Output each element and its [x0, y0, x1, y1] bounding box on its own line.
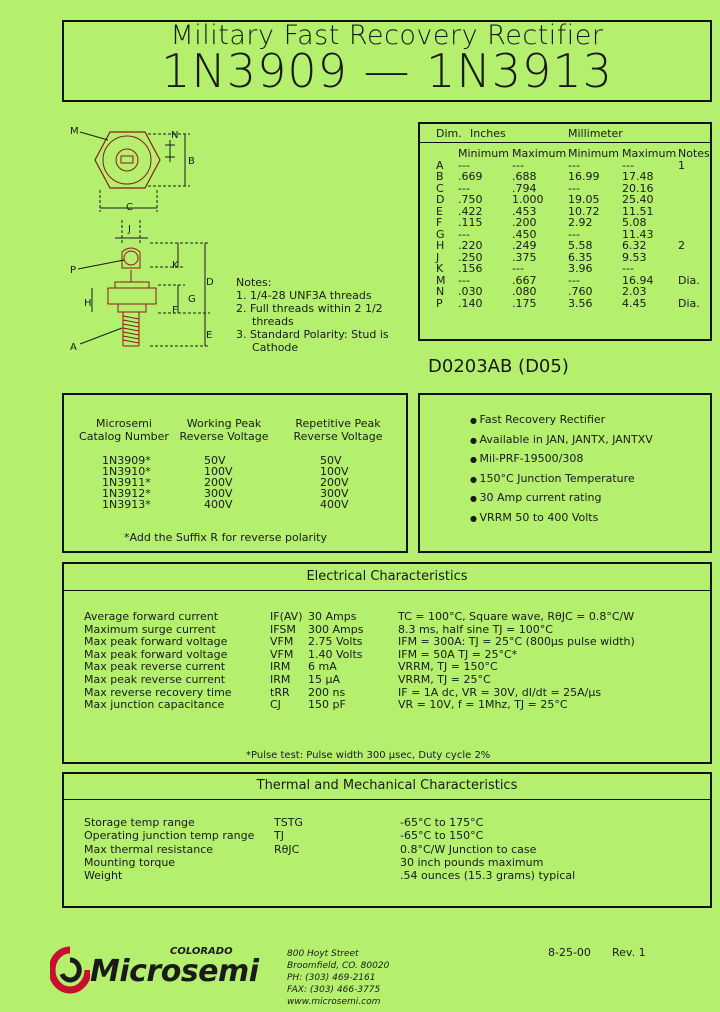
- thermal-value: 30 inch pounds maximum: [400, 855, 544, 869]
- dim-value: Dia.: [678, 273, 700, 287]
- dim-row: [424, 240, 710, 252]
- catalog-header: Microsemi: [96, 417, 152, 430]
- param-condition: IF = 1A dc, VR = 30V, dI/dt = 25A/μs: [398, 685, 602, 699]
- catalog-part: 1N3909*: [102, 454, 151, 467]
- notes-heading: Notes:: [236, 276, 272, 289]
- revision-date: 8-25-00: [548, 946, 591, 959]
- label-p: P: [70, 265, 77, 276]
- param-value: 150 pF: [308, 698, 346, 712]
- catalog-header: Working Peak: [186, 417, 262, 430]
- thermal-title: Thermal and Mechanical Characteristics: [256, 778, 518, 793]
- catalog-voltage: 50V: [320, 454, 342, 467]
- feature-item: [470, 489, 653, 509]
- dim-row: [424, 298, 710, 310]
- address-line: FAX: (303) 466-3775: [287, 985, 381, 995]
- label-c: C: [126, 202, 133, 213]
- dim-value: ---: [568, 227, 580, 241]
- dim-header-inches: Inches: [470, 127, 506, 140]
- feature-item: [470, 411, 653, 431]
- package-drawing: [60, 120, 230, 360]
- dim-value: .794: [512, 181, 537, 195]
- thermal-value: 0.8°C/W Junction to case: [400, 842, 537, 856]
- page-title: Military Fast Recovery Rectifier: [170, 20, 604, 51]
- bullet-icon: ●: [470, 494, 480, 503]
- param-value: 1.40 Volts: [308, 647, 363, 661]
- catalog-part: 1N3910*: [102, 465, 151, 478]
- catalog-voltage: 200V: [320, 476, 349, 489]
- dim-value: 11.43: [622, 227, 654, 241]
- catalog-voltage: 100V: [204, 465, 233, 478]
- feature-item: [470, 470, 653, 490]
- dim-value: 10.72: [568, 204, 600, 218]
- features-box: [418, 393, 712, 553]
- address-line: Broomfield, CO. 80020: [287, 961, 390, 971]
- param-symbol: VFM: [270, 647, 294, 661]
- dim-letter: M: [436, 273, 446, 287]
- dim-letter: G: [436, 227, 445, 241]
- note-text: Full threads within 2 1/2: [250, 302, 383, 315]
- thermal-param: Storage temp range: [84, 816, 195, 829]
- feature-text: VRRM 50 to 400 Volts: [479, 510, 599, 524]
- dim-value: [678, 194, 710, 206]
- dim-header-mm: Millimeter: [568, 127, 623, 140]
- dim-value: 4.45: [622, 296, 647, 310]
- param-name: Max peak reverse current: [84, 673, 226, 686]
- dim-sub: Minimum: [458, 147, 509, 160]
- dim-value: ---: [458, 181, 470, 195]
- param-name: Max peak forward voltage: [84, 647, 228, 661]
- dim-letter: A: [436, 158, 444, 172]
- dim-value: .667: [512, 273, 537, 287]
- param-condition: VR = 10V, f = 1Mhz, TJ = 25°C: [398, 698, 568, 712]
- dim-value: .249: [512, 239, 537, 252]
- dim-value: 2: [678, 239, 685, 252]
- thermal-param: Weight: [84, 869, 123, 883]
- dim-value: [678, 217, 710, 229]
- dim-value: ---: [622, 262, 634, 275]
- dim-value: 17.48: [622, 170, 654, 183]
- dim-value: [678, 171, 710, 183]
- dim-value: ---: [512, 158, 524, 172]
- note-num: 1.: [236, 289, 247, 302]
- dim-value: ---: [568, 158, 580, 172]
- dim-subheader: [424, 148, 710, 160]
- note-text: Standard Polarity: Stud is: [250, 328, 389, 341]
- dim-row: [424, 171, 710, 183]
- param-value: 300 Amps: [308, 622, 364, 636]
- microsemi-logo-text: Microsemi: [90, 954, 259, 989]
- dim-value: .175: [512, 296, 537, 310]
- dim-value: .115: [458, 216, 483, 229]
- dim-value: .156: [458, 262, 483, 275]
- catalog-voltage: 300V: [320, 487, 349, 500]
- label-a: A: [70, 342, 77, 353]
- dim-value: .750: [458, 193, 483, 206]
- dim-value: 5.08: [622, 216, 647, 229]
- dim-value: ---: [458, 227, 470, 241]
- param-condition: TC = 100°C, Square wave, RθJC = 0.8°C/W: [398, 610, 635, 623]
- catalog-voltage: 400V: [320, 498, 349, 511]
- bullet-icon: ●: [470, 416, 480, 425]
- dim-value: 5.58: [568, 239, 593, 252]
- dim-value: 11.51: [622, 204, 654, 218]
- label-b: B: [188, 156, 195, 167]
- dim-row: [424, 286, 710, 298]
- dim-value: .450: [512, 227, 537, 241]
- dim-row: [424, 263, 710, 275]
- dim-value: .250: [458, 250, 483, 264]
- title-box: [62, 20, 712, 102]
- dim-letter: C: [436, 181, 444, 195]
- dim-value: .669: [458, 170, 483, 183]
- label-h: H: [84, 298, 92, 309]
- dim-value: 16.94: [622, 273, 654, 287]
- thermal-param: Mounting torque: [84, 855, 176, 869]
- param-value: 200 ns: [308, 685, 346, 699]
- thermal-value: .54 ounces (15.3 grams) typical: [400, 869, 576, 883]
- note-num: 2.: [236, 302, 247, 315]
- param-value: 2.75 Volts: [308, 635, 363, 649]
- catalog-voltage: 50V: [204, 454, 226, 467]
- colorado-label: COLORADO: [170, 946, 233, 957]
- dim-sub: Minimum: [568, 147, 619, 160]
- note-text-cont: Cathode: [252, 341, 299, 354]
- dim-value: 19.05: [568, 193, 600, 206]
- dim-value: 1: [678, 158, 685, 172]
- dim-value: ---: [458, 273, 470, 287]
- dim-value: [678, 263, 710, 275]
- catalog-voltage: 300V: [204, 487, 233, 500]
- catalog-voltage: 400V: [204, 498, 233, 511]
- dim-letter: P: [436, 296, 443, 310]
- dim-sub: Notes: [678, 147, 710, 160]
- company-address: [287, 948, 389, 1008]
- param-condition: VRRM, TJ = 150°C: [398, 660, 498, 674]
- dimension-table-box: [418, 122, 712, 341]
- param-name: Maximum surge current: [84, 622, 216, 636]
- thermal-value: -65°C to 175°C: [400, 816, 484, 829]
- dim-value: [678, 206, 710, 218]
- param-name: Max peak reverse current: [84, 660, 226, 674]
- catalog-part: 1N3911*: [102, 476, 151, 489]
- param-condition: 8.3 ms, half sine TJ = 100°C: [398, 622, 553, 636]
- feature-text: Available in JAN, JANTX, JANTXV: [479, 432, 653, 446]
- catalog-header: Reverse Voltage: [293, 430, 383, 443]
- bullet-icon: ●: [470, 474, 480, 484]
- param-symbol: IRM: [270, 673, 291, 686]
- dim-sub: Maximum: [512, 147, 567, 160]
- label-n: N: [171, 130, 179, 141]
- dim-letter: K: [436, 262, 444, 275]
- catalog-part: 1N3912*: [102, 487, 151, 500]
- feature-text: Mil-PRF-19500/308: [479, 452, 584, 465]
- param-symbol: VFM: [270, 635, 294, 649]
- microsemi-logo-mark: [50, 946, 90, 994]
- dim-value: .422: [458, 204, 483, 218]
- thermal-param: Operating junction temp range: [84, 829, 255, 843]
- param-name: Max junction capacitance: [84, 698, 225, 712]
- label-g: G: [188, 294, 196, 305]
- dim-value: 20.16: [622, 181, 654, 195]
- feature-text: Fast Recovery Rectifier: [479, 413, 606, 426]
- dim-value: .688: [512, 170, 537, 183]
- param-symbol: CJ: [270, 698, 281, 712]
- label-m: M: [70, 126, 79, 137]
- feature-item: [470, 450, 653, 470]
- label-e: E: [206, 330, 213, 341]
- note-text: 1/4-28 UNF3A threads: [250, 289, 372, 302]
- label-d: D: [206, 277, 214, 288]
- param-name: Average forward current: [84, 610, 219, 623]
- dim-sub: Maximum: [622, 147, 677, 160]
- dim-value: 25.40: [622, 193, 654, 206]
- dim-value: 16.99: [568, 170, 600, 183]
- dim-value: ---: [568, 273, 580, 287]
- electrical-footnote: *Pulse test: Pulse width 300 μsec, Duty cycle 2%: [246, 750, 491, 761]
- catalog-box: [62, 393, 408, 553]
- catalog-footnote: *Add the Suffix R for reverse polarity: [124, 531, 327, 544]
- catalog-header: Reverse Voltage: [179, 430, 269, 443]
- feature-item: [470, 509, 653, 529]
- param-name: Max peak forward voltage: [84, 635, 228, 649]
- param-condition: IFM = 300A: TJ = 25°C (800μs pulse width): [398, 635, 635, 649]
- bullet-icon: ●: [470, 513, 480, 523]
- dim-letter: B: [436, 170, 444, 183]
- catalog-header: Catalog Number: [79, 430, 169, 443]
- dim-value: [678, 252, 710, 264]
- dim-row: [424, 194, 710, 206]
- dim-value: ---: [458, 158, 470, 172]
- catalog-header: Repetitive Peak: [295, 417, 381, 430]
- catalog-voltage: 100V: [320, 465, 349, 478]
- revision-number: Rev. 1: [612, 946, 646, 959]
- param-value: 15 μA: [308, 673, 341, 686]
- note-num: 3.: [236, 328, 247, 341]
- website-line: www.microsemi.com: [287, 997, 381, 1007]
- dim-value: 2.03: [622, 285, 647, 298]
- param-name: Max reverse recovery time: [84, 685, 232, 699]
- thermal-symbol: RθJC: [274, 842, 300, 856]
- address-line: 800 Hoyt Street: [287, 949, 359, 959]
- notes: [236, 276, 389, 354]
- dim-value: [678, 286, 710, 298]
- feature-item: [470, 431, 653, 451]
- feature-text: 150°C Junction Temperature: [479, 471, 635, 485]
- thermal-symbol: TSTG: [274, 816, 303, 829]
- dim-value: .760: [568, 285, 593, 298]
- dim-value: ---: [512, 262, 524, 275]
- dim-value: [678, 183, 710, 195]
- bullet-icon: ●: [470, 455, 480, 464]
- package-name: D0203AB (D05): [428, 356, 569, 377]
- bullet-icon: ●: [470, 435, 480, 445]
- dim-value: ---: [568, 181, 580, 195]
- dim-value: .200: [512, 216, 537, 229]
- dim-letter: D: [436, 193, 445, 206]
- dim-value: 6.32: [622, 239, 647, 252]
- dim-value: 3.96: [568, 262, 593, 275]
- dim-value: .375: [512, 250, 537, 264]
- param-condition: VRRM, TJ = 25°C: [398, 673, 491, 686]
- dim-value: .080: [512, 285, 537, 298]
- dim-letter: J: [436, 250, 440, 264]
- param-value: 6 mA: [308, 660, 337, 674]
- thermal-value: -65°C to 150°C: [400, 829, 484, 843]
- dim-value: .140: [458, 296, 483, 310]
- dim-value: 9.53: [622, 250, 647, 264]
- address-line: PH: (303) 469-2161: [287, 973, 376, 983]
- thermal-param: Max thermal resistance: [84, 842, 214, 856]
- feature-text: 30 Amp current rating: [479, 491, 602, 504]
- dim-value: ---: [622, 158, 634, 172]
- dim-header-dim: Dim.: [436, 127, 462, 140]
- dim-value: 6.35: [568, 250, 593, 264]
- param-symbol: IF(AV): [270, 610, 303, 623]
- part-range: 1N3909 — 1N3913: [161, 44, 613, 98]
- label-k: K: [172, 260, 179, 271]
- dim-value: 2.92: [568, 216, 593, 229]
- dim-letter: H: [436, 239, 445, 252]
- param-condition: IFM = 50A TJ = 25°C*: [398, 647, 518, 661]
- dim-value: Dia.: [678, 296, 700, 310]
- param-symbol: tRR: [270, 685, 290, 699]
- dimension-table: [424, 148, 710, 309]
- param-symbol: IRM: [270, 660, 291, 674]
- catalog-part: 1N3913*: [102, 498, 151, 511]
- note-text-cont: threads: [252, 315, 294, 328]
- catalog-voltage: 200V: [204, 476, 233, 489]
- param-value: 30 Amps: [308, 610, 357, 623]
- thermal-symbol: TJ: [274, 829, 284, 843]
- dim-letter: E: [436, 204, 443, 218]
- dim-letter: N: [436, 285, 445, 298]
- thermal-box: [62, 772, 712, 908]
- dim-value: 1.000: [512, 193, 544, 206]
- electrical-box: [62, 562, 712, 764]
- label-f: F: [172, 305, 178, 316]
- electrical-title: Electrical Characteristics: [306, 569, 468, 584]
- dim-value: .453: [512, 204, 537, 218]
- label-j: J: [128, 224, 131, 235]
- dim-row: [424, 217, 710, 229]
- dim-value: .030: [458, 285, 483, 298]
- dim-letter: F: [436, 216, 443, 229]
- dim-value: .220: [458, 239, 483, 252]
- param-symbol: IFSM: [270, 622, 296, 636]
- dim-value: 3.56: [568, 296, 593, 310]
